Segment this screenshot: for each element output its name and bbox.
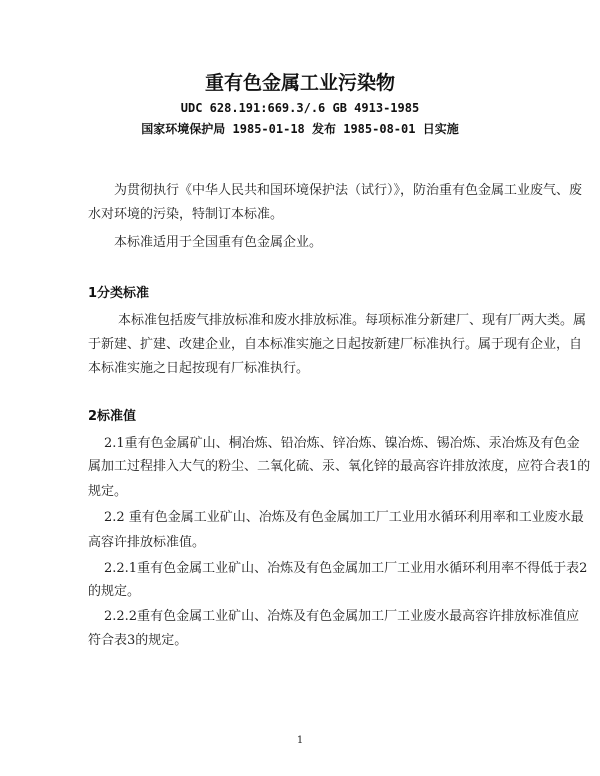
section-1-line: 于新建、扩建、改建企业，自本标准实施之日起按新建厂标准执行。属于现有企业，自 bbox=[88, 337, 583, 352]
clause-2-2-2-line: 2.2.2重有色金属工业矿山、冶炼及有色金属加工厂工业废水最高容许排放标准值应 bbox=[104, 609, 580, 624]
clause-2-2-1-line: 2.2.1重有色金属工业矿山、冶炼及有色金属加工厂工业用水循环利用率不得低于表2 bbox=[104, 561, 588, 576]
section-1-line: 本标准包括废气排放标准和废水排放标准。每项标准分新建厂、现有厂两大类。属 bbox=[118, 313, 587, 328]
issue-info: 国家环境保护局 1985-01-18 发布 1985-08-01 日实施 bbox=[141, 122, 459, 136]
clause-2-2-2-line: 符合表3的规定。 bbox=[88, 633, 188, 648]
section-1-line: 本标准实施之日起按现有厂标准执行。 bbox=[88, 361, 310, 376]
standard-code: UDC 628.191:669.3/.6 GB 4913-1985 bbox=[180, 101, 420, 115]
clause-2-1-line: 2.1重有色金属矿山、桐冶炼、铅冶炼、锌冶炼、镍冶炼、锡冶炼、汞冶炼及有色金 bbox=[104, 436, 580, 451]
page-number: 1 bbox=[296, 735, 304, 746]
clause-2-1-line: 属加工过程排入大气的粉尘、二氧化硫、汞、氧化锌的最高容许排放浓度，应符合表1的 bbox=[88, 459, 591, 474]
clause-2-2-line: 2.2 重有色金属工业矿山、冶炼及有色金属加工厂工业用水循环利用率和工业废水最 bbox=[104, 510, 584, 525]
scope-paragraph: 本标准适用于全国重有色金属企业。 bbox=[114, 235, 323, 250]
clause-2-2-line: 高容许排放标准值。 bbox=[88, 535, 206, 550]
document-title: 重有色金属工业污染物 bbox=[204, 72, 395, 94]
clause-2-2-1-line: 的规定。 bbox=[88, 584, 141, 599]
intro-paragraph-line: 水对环境的污染，特制订本标准。 bbox=[88, 207, 284, 222]
intro-paragraph-line: 为贯彻执行《中华人民共和国环境保护法（试行）》，防治重有色金属工业废气、废 bbox=[114, 183, 583, 198]
section-2-heading: 2标准值 bbox=[88, 409, 137, 424]
clause-2-1-line: 规定。 bbox=[88, 484, 128, 499]
section-1-heading: 1分类标准 bbox=[88, 286, 150, 301]
